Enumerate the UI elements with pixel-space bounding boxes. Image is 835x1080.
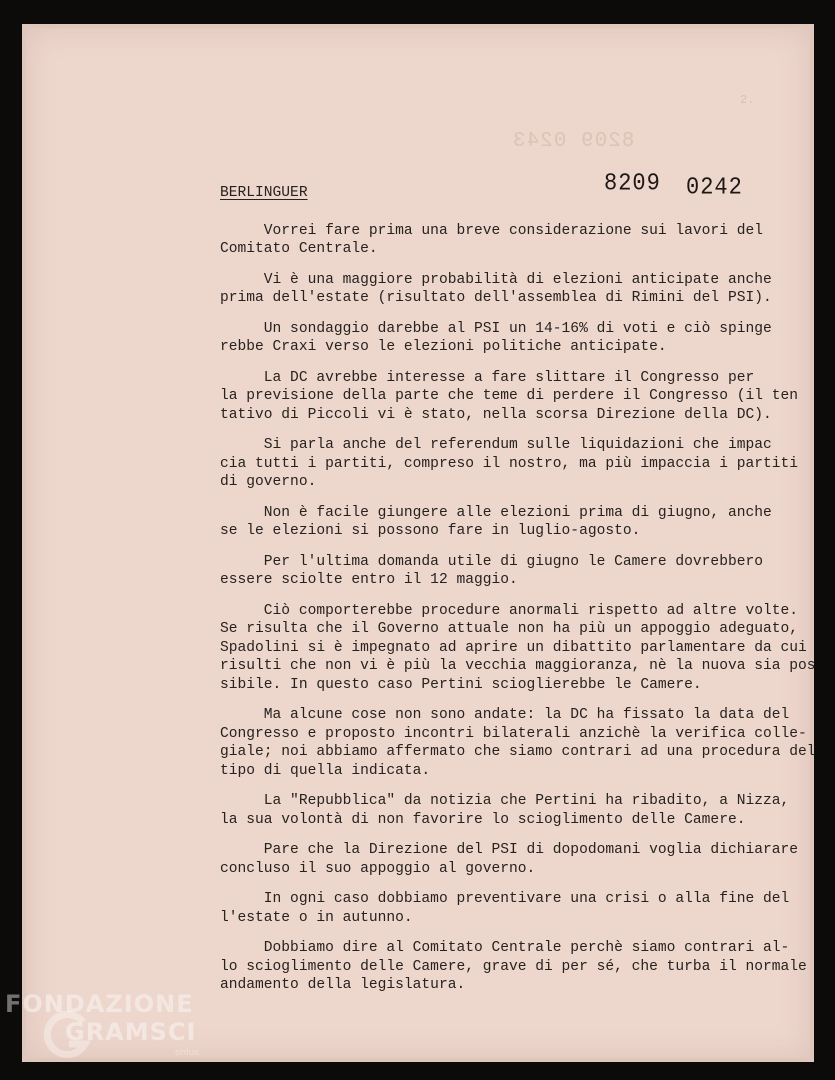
watermark-subtitle: onlus: [175, 1048, 200, 1058]
text-line: lo scioglimento delle Camere, grave di per sé, che turba il normale: [220, 958, 807, 975]
text-line: Ciò comporterebbe procedure anormali rispetto ad altre volte.: [220, 602, 799, 619]
paragraph: [220, 320, 790, 357]
text-line: essere sciolte entro il 12 maggio.: [220, 572, 518, 588]
text-line: Dobbiamo dire al Comitato Centrale perchè siamo contrari al-: [220, 940, 790, 956]
archive-number-page: 0242: [686, 173, 743, 202]
text-line: Un sondaggio darebbe al PSI un 14-16% di voti e ciò spinge: [220, 320, 772, 337]
paragraph: [220, 602, 816, 695]
text-line: di governo.: [220, 474, 317, 490]
text-line: Ma alcune cose non sono andate: la DC ha fissato la data del: [220, 707, 790, 723]
text-line: Vorrei fare prima una breve considerazione sui lavori del: [220, 222, 763, 239]
text-line: prima dell'estate (risultato dell'assemblea di Rimini del PSI).: [220, 290, 772, 306]
speaker-name: BERLINGUER: [220, 185, 308, 201]
bleed-through-mark: 2.: [740, 93, 755, 107]
paragraph: [220, 369, 799, 425]
paragraph: [220, 939, 807, 995]
paragraph: [220, 222, 790, 259]
paragraph: [220, 504, 790, 541]
text-line: la previsione della parte che teme di perdere il Congresso (il ten: [220, 388, 799, 404]
bleed-through-number: 8209 0243: [512, 130, 635, 153]
text-line: rebbe Craxi verso le elezioni politiche anticipate.: [220, 339, 667, 355]
paragraph: [220, 841, 799, 878]
text-line: Pare che la Direzione del PSI di dopodomani voglia dichiarare: [220, 842, 799, 858]
text-line: Congresso e proposto incontri bilaterali anzichè la verifica colle-: [220, 725, 807, 742]
text-line: Vi è una maggiore probabilità di elezioni anticipate anche: [220, 271, 772, 288]
paragraph: [220, 792, 790, 829]
text-line: giale; noi abbiamo affermato che siamo contrari ad una procedura del: [220, 744, 816, 760]
text-line: tipo di quella indicata.: [220, 762, 431, 779]
text-line: risulti che non vi è più la vecchia maggioranza, nè la nuova sia pos: [220, 658, 816, 674]
paragraph: [220, 436, 799, 492]
paragraph: [220, 890, 790, 927]
text-line: Spadolini si è impegnato ad aprire un dibattito parlamentare da cui: [220, 639, 807, 656]
text-line: cia tutti i partiti, compreso il nostro, ma più impaccia i partiti: [220, 455, 799, 472]
text-line: Comitato Centrale.: [220, 241, 378, 257]
paragraph: [220, 553, 790, 590]
text-line: Se risulta che il Governo attuale non ha più un appoggio adeguato,: [220, 621, 799, 637]
watermark-logo: [5, 990, 215, 1076]
paragraph-list: [220, 222, 816, 995]
archive-number-series: 8209: [604, 169, 661, 198]
text-line: la sua volontà di non favorire lo scioglimento delle Camere.: [220, 811, 746, 828]
typed-document: [220, 184, 816, 1007]
text-line: La "Repubblica" da notizia che Pertini ha ribadito, a Nizza,: [220, 793, 790, 809]
text-line: se le elezioni si possono fare in luglio-agosto.: [220, 523, 641, 539]
text-line: Si parla anche del referendum sulle liquidazioni che impac: [220, 437, 772, 453]
text-line: Per l'ultima domanda utile di giugno le Camere dovrebbero: [220, 553, 763, 570]
text-line: In ogni caso dobbiamo preventivare una crisi o alla fine del: [220, 891, 790, 907]
text-line: andamento della legislatura.: [220, 977, 466, 993]
text-line: La DC avrebbe interesse a fare slittare il Congresso per: [220, 369, 755, 386]
text-line: tativo di Piccoli vi è stato, nella scorsa Direzione della DC).: [220, 406, 772, 423]
paragraph: [220, 706, 816, 780]
text-line: Non è facile giungere alle elezioni prima di giugno, anche: [220, 504, 772, 521]
text-line: l'estate o in autunno.: [220, 909, 413, 926]
paragraph: [220, 271, 790, 308]
watermark-line-1: FONDAZIONE: [5, 990, 194, 1018]
text-line: concluso il suo appoggio al governo.: [220, 860, 536, 877]
watermark-line-2: GRAMSCI: [65, 1018, 197, 1046]
text-line: sibile. In questo caso Pertini scioglierebbe le Camere.: [220, 676, 702, 693]
